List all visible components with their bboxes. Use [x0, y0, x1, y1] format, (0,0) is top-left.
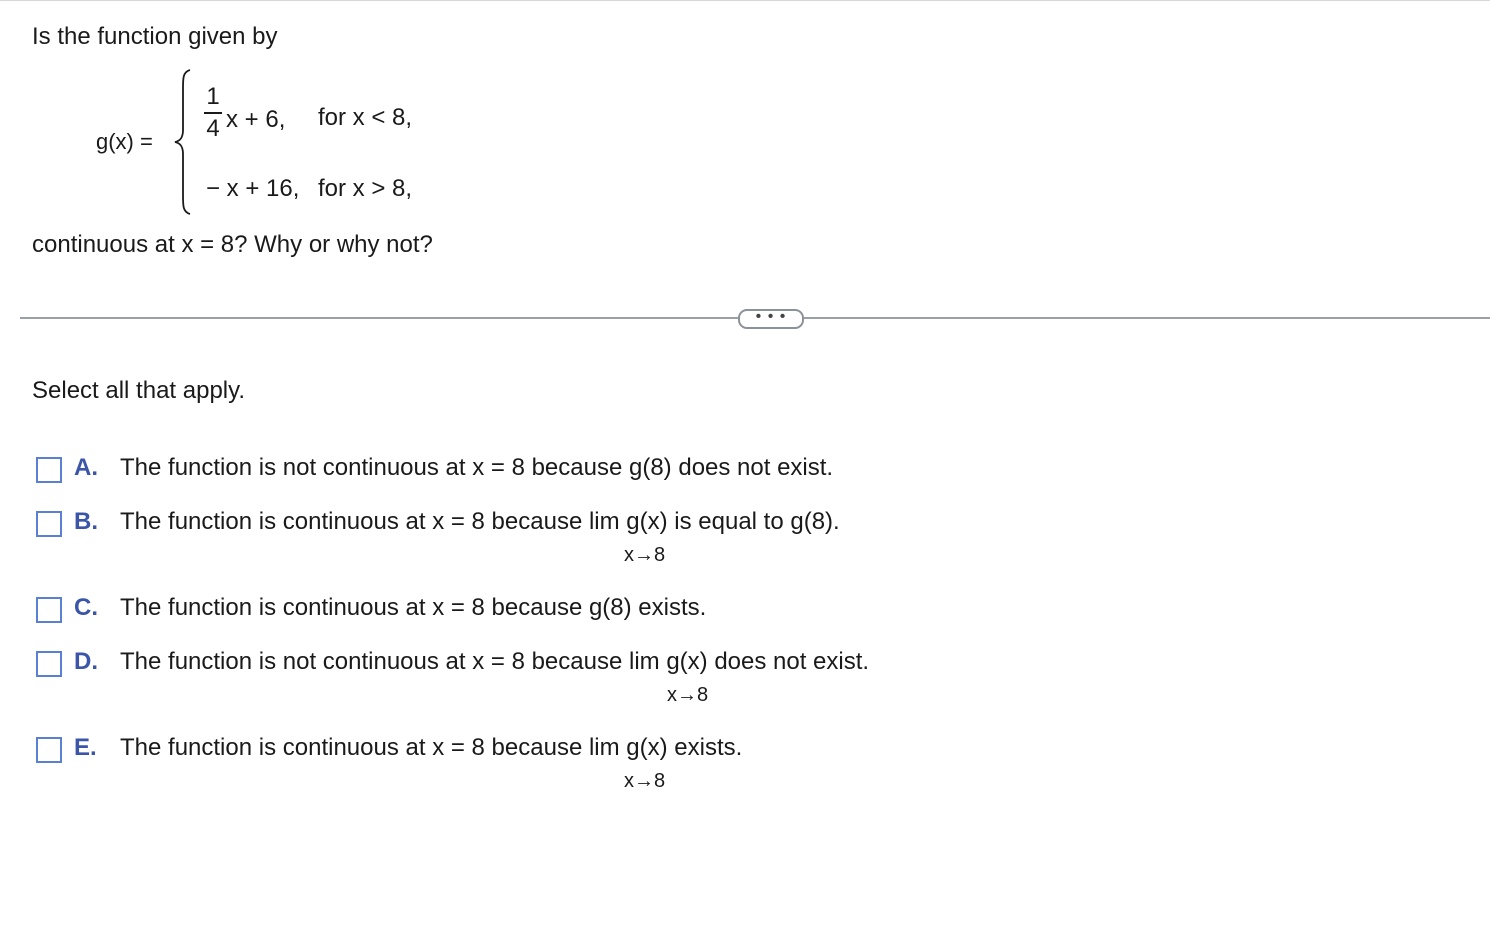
- fraction-one-quarter: [204, 84, 222, 142]
- function-lhs: g(x) =: [96, 129, 153, 154]
- fraction-bar: [204, 112, 222, 114]
- question-ask: continuous at x = 8? Why or why not?: [32, 231, 433, 258]
- option-d-checkbox[interactable]: [36, 651, 62, 677]
- piece1-condition: for x < 8,: [318, 104, 413, 131]
- piece2-condition: for x > 8,: [318, 175, 413, 202]
- option-e-text[interactable]: The function is continuous at x = 8 because lim g(x) exists.: [120, 734, 743, 761]
- option-e-checkbox[interactable]: [36, 737, 62, 763]
- more-options-button[interactable]: • • •: [738, 309, 804, 329]
- option-c-letter: C.: [74, 594, 98, 621]
- option-a-letter: A.: [74, 454, 98, 481]
- option-c-checkbox[interactable]: [36, 597, 62, 623]
- option-d-limit-subscript: x→8: [667, 684, 709, 706]
- option-d-letter: D.: [74, 648, 98, 675]
- option-e-limit-subscript: x→8: [624, 770, 666, 792]
- piece2-expression: − x + 16,: [206, 175, 300, 202]
- instruction-text: Select all that apply.: [32, 377, 246, 404]
- option-b-checkbox[interactable]: [36, 511, 62, 537]
- top-border: [0, 0, 1490, 1]
- fraction-numerator: 1: [206, 83, 220, 110]
- option-b-letter: B.: [74, 508, 98, 535]
- option-e-letter: E.: [74, 734, 97, 761]
- option-b-text[interactable]: The function is continuous at x = 8 because lim g(x) is equal to g(8).: [120, 508, 840, 535]
- fraction-denominator: 4: [206, 114, 220, 142]
- option-a-text[interactable]: The function is not continuous at x = 8 because g(8) does not exist.: [120, 454, 834, 481]
- option-d-text[interactable]: The function is not continuous at x = 8 because lim g(x) does not exist.: [120, 648, 870, 675]
- piece1-expression: x + 6,: [226, 106, 286, 133]
- question-intro: Is the function given by: [32, 23, 278, 50]
- left-brace-icon: [172, 68, 194, 216]
- option-b-limit-subscript: x→8: [624, 544, 666, 566]
- option-a-checkbox[interactable]: [36, 457, 62, 483]
- option-c-text[interactable]: The function is continuous at x = 8 because g(8) exists.: [120, 594, 707, 621]
